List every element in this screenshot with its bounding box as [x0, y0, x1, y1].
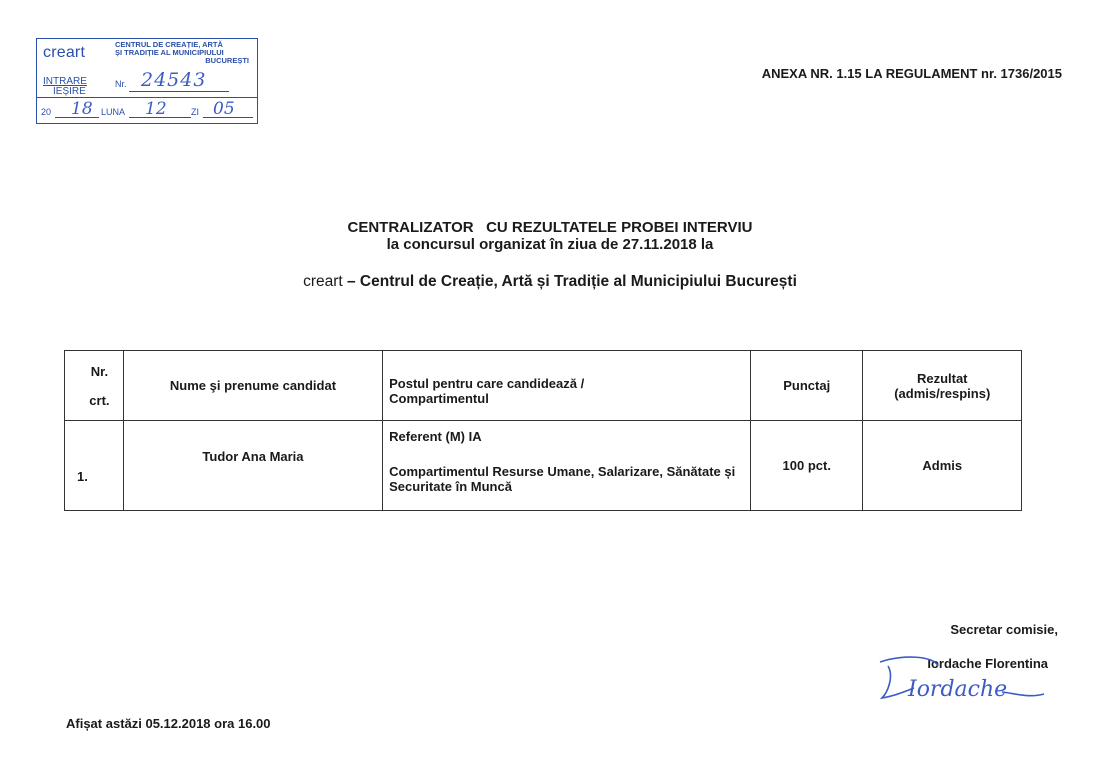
stamp-org-line2: ȘI TRADIȚIE AL MUNICIPIULUI	[115, 48, 224, 57]
cell-name: Tudor Ana Maria	[123, 421, 382, 511]
cell-post	[383, 421, 751, 511]
stamp-month-label: LUNA	[101, 107, 126, 117]
title-line1: CENTRALIZATOR CU REZULTATELE PROBEI INTERVIU	[347, 219, 753, 236]
stamp-org-line1: CENTRUL DE CREAȚIE, ARTĂ	[115, 40, 223, 49]
header-post-line2: Compartimentul	[389, 391, 489, 406]
stamp-nr-line	[129, 91, 229, 92]
posted-date: Afișat astăzi 05.12.2018 ora 16.00	[66, 716, 271, 731]
signature-text: Iordache	[908, 677, 1008, 702]
stamp-month-value: 12	[145, 99, 167, 119]
stamp-nr-value: 24543	[141, 69, 207, 91]
cell-result: Admis	[863, 421, 1022, 511]
header-name: Nume şi prenume candidat	[123, 351, 382, 421]
title-organization	[0, 273, 1100, 291]
table-header-row	[65, 351, 1022, 421]
signature-stroke-top	[880, 657, 938, 666]
handwritten-signature	[874, 652, 1054, 712]
header-result	[863, 351, 1022, 421]
secretary-label: Secretar comisie,	[950, 622, 1058, 637]
cell-nr: 1.	[65, 421, 124, 511]
cell-score: 100 pct.	[751, 421, 863, 511]
stamp-org-line3: BUCUREȘTI	[205, 56, 249, 65]
stamp-organization	[115, 41, 255, 65]
annex-reference: ANEXA NR. 1.15 LA REGULAMENT nr. 1736/2015	[761, 66, 1062, 81]
header-result-line2: (admis/respins)	[894, 385, 991, 401]
cell-department: Compartimentul Resurse Umane, Salarizare, Sănătate și Securitate în Muncă	[389, 464, 736, 494]
title-line2: la concursul organizat în ziua de 27.11.2018 la	[386, 236, 714, 253]
stamp-day-label: ZI	[191, 107, 199, 117]
signature-stroke-tail	[1002, 692, 1044, 696]
stamp-divider	[37, 97, 257, 98]
org-name: – Centrul de Creație, Artă și Tradiție al Municipiului București	[342, 273, 797, 290]
header-post-line1: Postul pentru care candidează /	[389, 376, 585, 391]
stamp-nr-label: Nr.	[115, 79, 127, 89]
cell-post-title: Referent (M) IA	[389, 429, 482, 444]
org-brand: creart	[303, 273, 343, 290]
header-result-line1: Rezultat	[916, 370, 968, 386]
header-nr	[65, 351, 124, 421]
header-nr-line2: crt.	[89, 392, 110, 408]
stamp-year-value: 18	[71, 99, 93, 119]
results-table	[64, 350, 1022, 511]
stamp-intrare-label: INTRARE	[43, 76, 87, 87]
secretary-name: Iordache Florentina	[927, 656, 1048, 671]
header-post	[383, 351, 751, 421]
stamp-day-value: 05	[213, 99, 235, 119]
header-score: Punctaj	[751, 351, 863, 421]
table-row	[65, 421, 1022, 511]
stamp-iesire-label: IEȘIRE	[53, 86, 86, 97]
stamp-year-prefix: 20	[41, 107, 52, 117]
header-nr-line1: Nr.	[90, 363, 109, 379]
registration-stamp	[36, 38, 258, 124]
stamp-logo: creart	[43, 44, 86, 61]
document-title	[0, 219, 1100, 291]
